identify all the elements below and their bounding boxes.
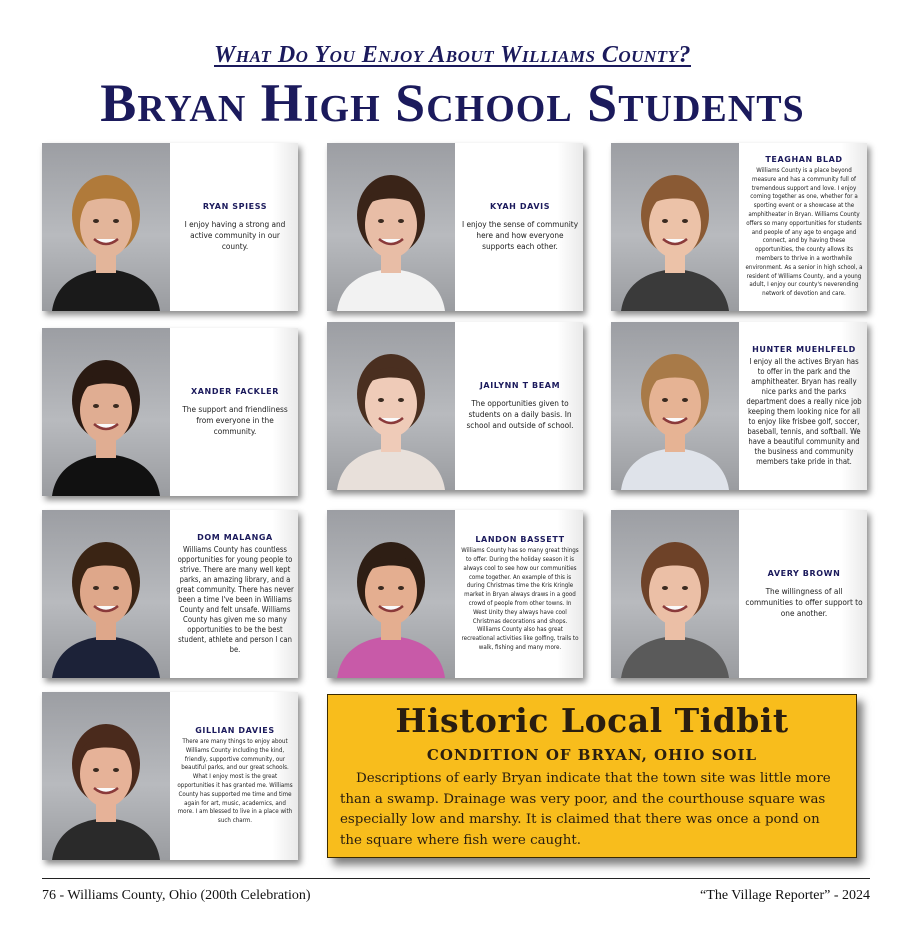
student-name: XANDER FACKLER	[190, 387, 280, 397]
student-card	[42, 692, 298, 860]
student-card	[611, 322, 867, 490]
footer-publication: “The Village Reporter” - 2024	[700, 888, 870, 903]
tidbit-title: Historic Local Tidbit	[395, 701, 789, 740]
student-quote-panel	[455, 510, 583, 678]
tidbit-subtitle: CONDITION OF BRYAN, OHIO SOIL	[426, 746, 758, 764]
student-quote: Williams County has so many great things to offer. During the holiday season it is always cool to see how our communities come together. An example of this is during Christmas time the Kris Kringle market in Bryan always draws in a good crowd of people from other towns. In West Unity they always have cool Christmas decorations and shops. Williams County also has great recreational activities like golfing, trails to walk, fishing and many more.	[461, 547, 579, 651]
student-quote-panel	[170, 692, 298, 860]
student-quote: Williams County has countless opportunities for young people to strive. There are many well kept parks, an amazing library, and a great community. There has never been a time I've been in Williams County and felt unsafe. Williams County has given me so many opportunities to be the best student, athlete and person I can be.	[176, 545, 294, 654]
student-name: LANDON BASSETT	[475, 535, 565, 545]
student-quote-panel	[455, 322, 583, 490]
student-portrait	[611, 510, 739, 678]
student-portrait	[42, 143, 170, 311]
student-name: TEAGHAN BLAD	[765, 155, 843, 165]
student-card	[327, 143, 583, 311]
student-quote-panel	[739, 322, 867, 490]
student-quote: I enjoy all the actives Bryan has to offer in the park and the amphitheater. Bryan has really nice parks and the parks department does a really nice job keeping them looking nice for all to enjoy like frisbee golf, soccer, baseball, tennis, and softball. We have a beautiful community and the business and community members take pride in that.	[746, 357, 862, 466]
student-card	[611, 143, 867, 311]
student-portrait	[42, 692, 170, 860]
student-name: JAILYNN T BEAM	[479, 381, 561, 391]
student-quote-panel	[739, 143, 867, 311]
page-kicker	[0, 42, 905, 69]
student-quote-panel	[170, 328, 298, 496]
student-card	[327, 510, 583, 678]
student-card	[327, 322, 583, 490]
student-portrait	[42, 510, 170, 678]
student-portrait	[327, 510, 455, 678]
student-quote-panel	[455, 143, 583, 311]
student-card	[611, 510, 867, 678]
student-quote: I enjoy having a strong and active community in our county.	[184, 219, 286, 251]
student-portrait	[611, 143, 739, 311]
student-quote-panel	[170, 510, 298, 678]
student-quote: The willingness of all communities to offer support to one another.	[745, 586, 863, 618]
kicker-text: What Do You Enjoy About Williams County?	[214, 42, 691, 68]
student-portrait	[327, 322, 455, 490]
student-portrait	[327, 143, 455, 311]
historic-tidbit-box	[327, 694, 857, 858]
student-quote: I enjoy the sense of community here and how everyone supports each other.	[461, 219, 579, 251]
student-quote-panel	[170, 143, 298, 311]
student-quote: The support and friendliness from everyone in the community.	[182, 404, 288, 436]
student-name: AVERY BROWN	[767, 569, 841, 579]
tidbit-body: Descriptions of early Bryan indicate that the town site was little more than a swamp. Drainage was very poor, and the courthouse square was especially low and marshy. It is claimed that there was once a pond on the square where fish were caught.	[340, 771, 831, 848]
student-quote: Williams County is a place beyond measure and has a community full of tremendous support and love. I enjoy coming together as one, whether for a sporting event or a showcase at the amphitheater in Bryan. Williams County offers so many opportunities for students and people of any age to engage and connect, and by having these opportunities, the county allows its members to thrive in a worthwhile environment. As a senior in high school, a resident of Williams County, and a young adult, I enjoy our county's neverending network of devotion and care.	[745, 167, 863, 298]
page-title: Bryan High School Students	[100, 73, 805, 133]
student-quote: The opportunities given to students on a daily basis. In school and outside of school.	[466, 398, 574, 430]
student-portrait	[42, 328, 170, 496]
student-name: DOM MALANGA	[197, 533, 273, 542]
student-name: GILLIAN DAVIES	[195, 726, 275, 736]
student-name: RYAN SPIESS	[202, 202, 268, 212]
student-name: HUNTER MUEHLFELD	[752, 345, 856, 354]
student-portrait	[611, 322, 739, 490]
student-quote: There are many things to enjoy about Williams County including the kind, friendly, supportive community, our beautiful parks, and our great schools. What I enjoy most is the great opportunities it has granted me. Williams County has supported me time and time again for art, music, academics, and more. I am blessed to live in a place with such charm.	[177, 738, 293, 825]
student-card	[42, 328, 298, 496]
footer-page-info: 76 - Williams County, Ohio (200th Celebration)	[42, 888, 311, 903]
footer-rule	[42, 878, 870, 879]
student-name: KYAH DAVIS	[489, 202, 551, 212]
student-quote-panel	[739, 510, 867, 678]
student-card	[42, 143, 298, 311]
student-card	[42, 510, 298, 678]
